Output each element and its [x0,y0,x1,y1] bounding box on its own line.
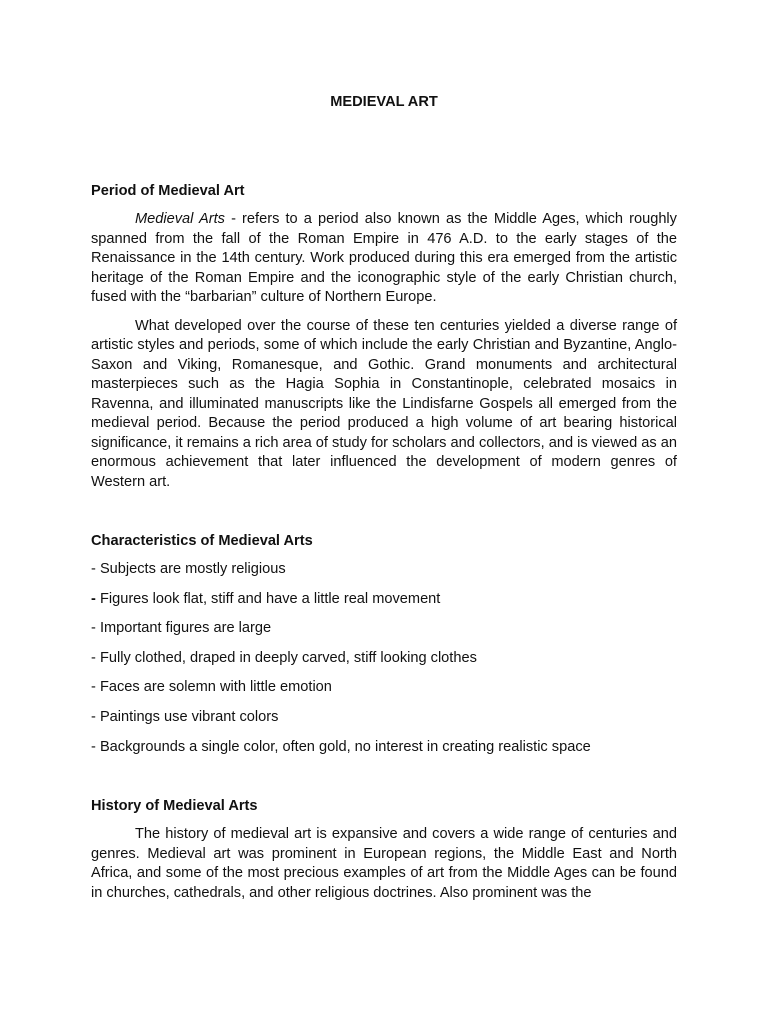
section-heading-history: History of Medieval Arts [91,798,258,814]
dash-marker: - [91,561,96,577]
list-item [91,708,677,738]
list-item [91,738,677,768]
list-item [91,649,677,679]
section-heading-period: Period of Medieval Art [91,183,245,199]
list-item-text: Paintings use vibrant colors [99,708,279,725]
list-item-text: Important figures are large [99,620,272,637]
defined-term: Medieval Arts [135,211,225,227]
paragraph-development: What developed over the course of these ten centuries yielded a diverse range of artistic styles and periods, some of which include the early Christian and Byzantine, Anglo-Saxon and Viking, Romanesque, and Gothic. Grand monuments and architectural masterpieces such as the Hagia Sophia in Constantinople, celebrated mosaics in Ravenna, and illuminated manuscripts like the Lindisfarne Gospels all emerged from the medieval period. Because the period produced a high volume of art bearing historical significance, it remains a rich area of study for scholars and collectors, and is viewed as an enormous achievement that later influenced the development of modern genres of Western art. [91,317,677,490]
list-item-text: Fully clothed, draped in deeply carved, stiff looking clothes [99,649,477,666]
list-item [91,590,677,620]
paragraph-history: The history of medieval art is expansive and covers a wide range of centuries and genres. Medieval art was prominent in European regions, the Middle East and North Africa, and some of the most precious examples of art from the Middle Ages can be found in churches, cathedrals, and other religious doctrines. Also prominent was the [91,826,677,901]
list-item-text: Backgrounds a single color, often gold, no interest in creating realistic space [99,738,591,755]
list-item [91,619,677,649]
characteristics-list [91,560,677,767]
list-item-text: Subjects are mostly religious [99,561,286,577]
list-item-text: Faces are solemn with little emotion [99,679,332,696]
list-item [91,560,677,590]
definition-text: - refers to a period also known as the Middle Ages, which roughly spanned from the fall of the Roman Empire in 476 A.D. to the early stages of the Renaissance in the 14th century. Work produced during this era emerged from the artistic heritage of the Roman Empire and the iconographic style of the early Christian church, fused with the “barbarian” culture of Northern Europe. [91,211,677,305]
paragraph-definition [91,210,677,308]
dash-marker: - [91,738,96,755]
document-title: MEDIEVAL ART [330,94,438,110]
section-characteristics [91,531,677,767]
section-heading-characteristics: Characteristics of Medieval Arts [91,533,313,549]
list-item-text: Figures look flat, stiff and have a little real movement [99,590,441,607]
section-history [91,796,677,903]
dash-marker: - [91,620,96,637]
list-item [91,678,677,708]
dash-marker: - [91,679,96,696]
section-period [91,181,677,492]
dash-marker: - [91,649,96,666]
dash-marker: - [91,590,96,607]
dash-marker: - [91,708,96,725]
